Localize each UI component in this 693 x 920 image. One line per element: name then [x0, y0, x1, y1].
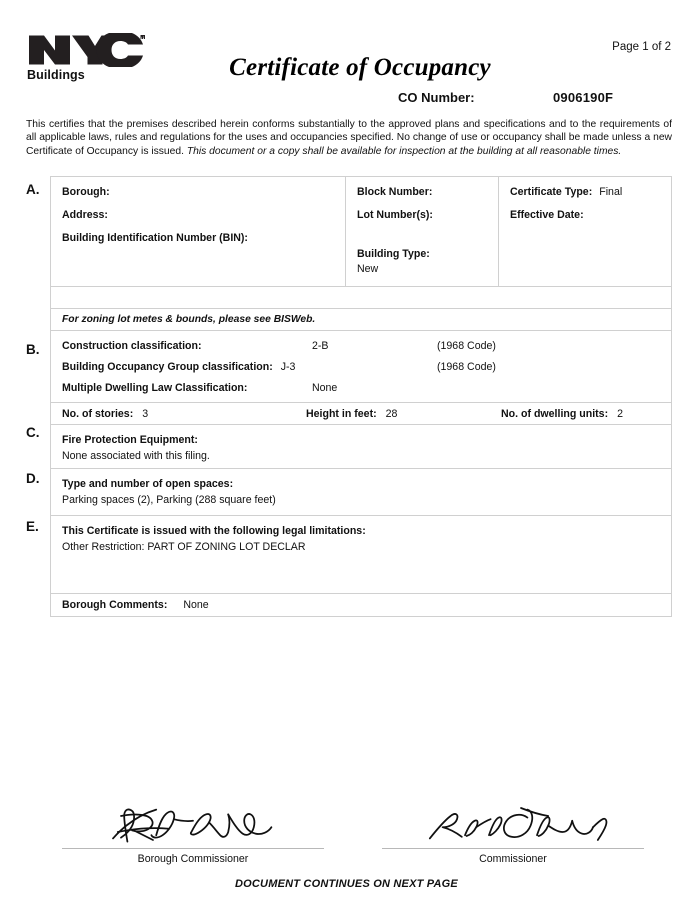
- address-label: Address:: [62, 209, 108, 221]
- nyc-logo-icon: [27, 33, 145, 67]
- logo-subtitle: Buildings: [27, 68, 85, 82]
- block-number-label: Block Number:: [357, 186, 433, 198]
- lot-number-value: [433, 209, 440, 221]
- occupancy-group-label: Building Occupancy Group classification:: [62, 361, 273, 373]
- open-spaces-body: Parking spaces (2), Parking (288 square feet): [62, 494, 276, 506]
- dwelling-units-label: No. of dwelling units:: [501, 408, 609, 420]
- section-letter-c: C.: [26, 425, 40, 440]
- borough-comments-row: [51, 594, 671, 616]
- section-c-row: [51, 425, 671, 469]
- fire-protection-heading: Fire Protection Equipment:: [62, 434, 198, 446]
- certificate-type-field: [510, 186, 671, 198]
- section-d-row: [51, 469, 671, 516]
- co-number-row: [0, 90, 693, 110]
- column-gap: [357, 232, 498, 248]
- multiple-dwelling-law-value: None: [312, 382, 338, 394]
- bin-label: Building Identification Number (BIN):: [62, 232, 248, 244]
- section-letter-b: B.: [26, 342, 40, 357]
- section-a-row: [51, 177, 671, 287]
- block-number-value: [432, 186, 439, 198]
- dwelling-units-value: 2: [617, 408, 624, 420]
- borough-commissioner-signature-icon: [89, 800, 297, 848]
- building-type-field: [357, 248, 498, 275]
- borough-label: Borough:: [62, 186, 110, 198]
- nyc-buildings-logo: [27, 33, 187, 82]
- legal-limitations-body: Other Restriction: PART OF ZONING LOT DECLAR: [62, 541, 306, 553]
- effective-date-label: Effective Date:: [510, 209, 584, 221]
- co-number-value: 0906190F: [553, 90, 614, 105]
- borough-comments-value: None: [183, 599, 209, 611]
- commissioner-signature-icon: [409, 800, 617, 848]
- document-header: [0, 0, 693, 108]
- multiple-dwelling-law-label: Multiple Dwelling Law Classification:: [62, 382, 248, 394]
- dwelling-units-field: [501, 408, 623, 420]
- height-field: [306, 408, 397, 420]
- occupancy-group-code: (1968 Code): [437, 361, 496, 373]
- block-number-field: [357, 186, 498, 198]
- legal-limitations-heading: This Certificate is issued with the following legal limitations:: [62, 525, 366, 537]
- borough-value: [110, 186, 117, 198]
- bin-field: [62, 232, 345, 244]
- borough-comments-label: Borough Comments:: [62, 599, 168, 611]
- height-value: 28: [385, 408, 398, 420]
- co-number-label: CO Number:: [398, 90, 475, 105]
- zoning-note-row: For zoning lot metes & bounds, please see BISWeb.: [51, 309, 671, 331]
- empty-spacer-row: [51, 287, 671, 309]
- page-title: Certificate of Occupancy: [229, 54, 491, 81]
- page-indicator: Page 1 of 2: [612, 41, 671, 53]
- borough-commissioner-signature-block: [62, 800, 324, 865]
- stories-value: 3: [142, 408, 149, 420]
- section-letter-e: E.: [26, 519, 39, 534]
- section-letter-a: A.: [26, 182, 40, 197]
- lot-number-field: [357, 209, 498, 221]
- building-type-value: New: [357, 263, 379, 275]
- section-a-column-lot: [346, 177, 499, 286]
- section-letter-d: D.: [26, 471, 40, 486]
- section-a-column-identity: [51, 177, 346, 286]
- certificate-type-value: Final: [599, 186, 623, 198]
- fire-protection-body: None associated with this filing.: [62, 450, 210, 462]
- certificate-type-label: Certificate Type:: [510, 186, 593, 198]
- address-value: [108, 209, 115, 221]
- section-b-metrics: [51, 403, 671, 425]
- multiple-dwelling-law-line: [62, 382, 671, 403]
- height-label: Height in feet:: [306, 408, 377, 420]
- commissioner-caption: Commissioner: [479, 853, 547, 865]
- section-a-column-certificate: [499, 177, 671, 286]
- occupancy-group-line: [62, 361, 671, 382]
- stories-field: [62, 408, 148, 420]
- footer-continuation-note: DOCUMENT CONTINUES ON NEXT PAGE: [235, 878, 458, 890]
- certification-text-italic: This document or a copy shall be available for inspection at the building at all reasonable times.: [186, 145, 622, 157]
- construction-classification-line: [62, 340, 671, 361]
- lot-number-label: Lot Number(s):: [357, 209, 433, 221]
- certification-paragraph: [26, 118, 672, 158]
- open-spaces-heading: Type and number of open spaces:: [62, 478, 234, 490]
- bin-value: [248, 232, 255, 244]
- construction-classification-label: Construction classification:: [62, 340, 202, 352]
- section-e-row: [51, 516, 671, 594]
- construction-classification-code: (1968 Code): [437, 340, 496, 352]
- effective-date-field: [510, 209, 671, 221]
- section-b-classifications: [51, 331, 671, 403]
- building-type-label: Building Type:: [357, 248, 430, 260]
- commissioner-signature-block: [382, 800, 644, 865]
- effective-date-value: [584, 209, 591, 221]
- occupancy-group-value: J-3: [280, 361, 296, 373]
- address-field: [62, 209, 345, 221]
- stories-label: No. of stories:: [62, 408, 134, 420]
- borough-commissioner-caption: Borough Commissioner: [137, 853, 249, 865]
- signature-area: [0, 800, 693, 880]
- certification-text-main: This certifies that the premises described herein conforms substantially to the approved plans and specifications and to the requirements of all applicable laws, rules and regulations for the uses and occupancies specified. No change of use or occupancy shall be made unless a new Certificate of Occupancy is issued.: [26, 119, 672, 157]
- borough-field: [62, 186, 345, 198]
- construction-classification-value: 2-B: [312, 340, 329, 352]
